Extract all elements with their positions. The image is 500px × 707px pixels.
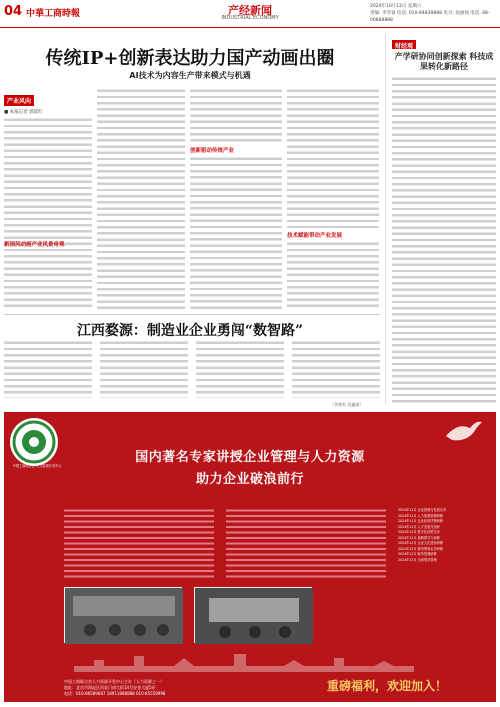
list-item[interactable]: 2024年12月 战略领导力研修 [398,535,440,540]
sidebar-body [392,76,496,406]
body-text [190,88,282,143]
issue-date: 2024年10月12日 星期六 [370,4,422,9]
ad-headline-line-1: 国内著名专家讲授企业管理与人力资源 [135,450,365,465]
section-heading: 创新驱动传统产业 [190,148,235,154]
list-item[interactable]: 2024年12月 税务筹划实务研修 [398,546,444,551]
body-text [287,241,379,310]
section-tag: 产业风向 [4,95,34,106]
ad-body-text [64,508,214,580]
list-item[interactable]: 2024年12月 企业文化建设研修 [398,541,444,545]
list-item[interactable]: 2024年12月 数字化转型实务 [398,530,440,534]
section-subtitle: INDUSTRIAL ECONOMY [221,15,279,21]
training-photo [194,587,312,643]
page-header [0,0,500,28]
contact-line: 中国工商联合会人力资源开发中心主办（人力资源之一） [64,679,164,684]
contact-line: 地址：北京市海淀区西直门南大街14号安金大厦5层 [64,685,156,690]
main-subhead: AI技术为内容生产带来模式与机遇 [129,71,251,80]
ad-headline [4,447,496,491]
ad-body-text [226,508,386,580]
article-column-1 [4,88,92,310]
section-title: 产经新闻 [228,4,272,17]
advertisement[interactable] [4,412,496,702]
body-text [97,88,185,310]
paper-name: 中華工商時報 [26,9,81,19]
list-item[interactable]: 2024年12月 全面绩效管理 [398,557,437,562]
section-heading: 技术赋能带动产业发展 [287,233,343,239]
byline: ■ 本报记者 郭延红 [4,110,43,115]
section-heading-block [4,240,92,250]
logo-text: 中国工商联合会 人力资源开发中心 [12,464,62,468]
sidebar-title: 产学研协同创新探索 科技成果转化新路径 [394,51,494,71]
list-item[interactable]: 2024年11月 企业经营决策研修 [398,519,444,523]
second-headline: 江西婺源：制造业企业勇闯“数智路” [76,323,304,339]
article-footnote: （李建有 刘鑫刚） [330,402,364,407]
ad-headline-line-2: 助力企业破浪前行 [195,472,304,487]
sidebar-tag-wrap [392,33,496,49]
page-number: 04 [4,4,23,19]
sidebar-tag: 财经观 [392,40,416,49]
body-text [4,340,380,398]
second-article-body [4,340,380,402]
training-photo [64,587,182,643]
list-item[interactable]: 2024年11月 人才发展与组织 [398,524,440,529]
contact-line: 电话：010-86589687 18911888888 010-85559998 [64,691,166,696]
skyline-icon [74,652,414,672]
article-column-2 [97,88,185,310]
editor-info: 责编: 李雪睿 电话: 010-84839888 见习: 高丽仙 电话: 68-00888888 [370,11,490,23]
body-text [190,156,282,310]
list-item[interactable]: 2024年11月 人力资源管理研修 [398,513,444,518]
ad-slogan: 重磅福利，欢迎加入！ [327,679,448,693]
divider-line [4,314,380,315]
photo-image [195,588,313,644]
header-info [370,3,498,24]
body-text [4,117,92,310]
column-divider [385,34,386,404]
contact-info [64,679,165,697]
body-text [287,88,379,228]
body-text [392,76,496,406]
main-headline: 传统IP+创新表达助力国产动画出圈 [45,48,335,69]
photo-image [65,588,183,644]
course-list [398,508,490,563]
section-heading: 新国风动画产业风景奇观 [4,242,65,248]
list-item[interactable]: 2024年11月 企业管理与发展实务 [398,508,447,512]
article-column-4 [287,88,379,310]
dove-icon [444,418,484,448]
article-column-3 [190,88,282,310]
list-item[interactable]: 2024年12月 财务管理研修 [398,552,437,556]
